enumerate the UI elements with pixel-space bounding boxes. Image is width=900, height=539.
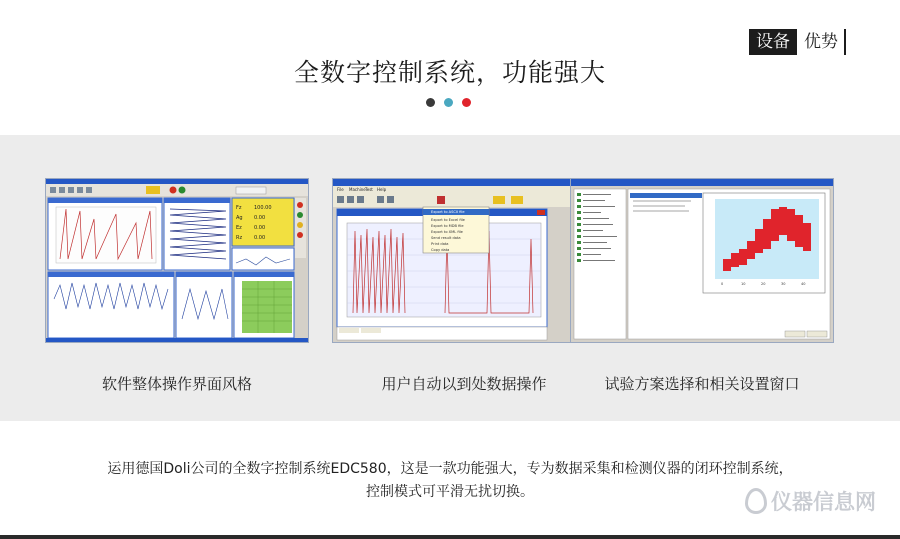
overall-ui-image — [46, 179, 308, 342]
screenshot-overall-ui — [45, 178, 309, 343]
svg-text:Ag: Ag — [236, 215, 243, 221]
svg-text:Fz: Fz — [236, 205, 242, 211]
svg-text:0.00: 0.00 — [254, 215, 266, 221]
screenshot-test-plan — [570, 178, 834, 343]
svg-text:Ez: Ez — [236, 225, 242, 231]
dot-dark — [426, 98, 435, 107]
svg-text:Export to Excel file: Export to Excel file — [431, 218, 465, 222]
badge-light-label: 优势 — [797, 29, 846, 55]
dot-red — [462, 98, 471, 107]
watermark — [745, 486, 876, 516]
svg-text:Rz: Rz — [236, 235, 243, 241]
svg-text:Export to XML file: Export to XML file — [431, 230, 463, 234]
screenshot-data-export — [332, 178, 596, 343]
svg-text:10: 10 — [741, 282, 746, 286]
svg-text:Copy data: Copy data — [431, 248, 450, 252]
caption-data-export: 用户自动以到处数据操作 — [381, 375, 547, 393]
decor-dots — [426, 98, 471, 107]
water-drop-icon — [745, 488, 767, 514]
svg-text:Test: Test — [365, 187, 373, 192]
svg-text:0.00: 0.00 — [254, 235, 266, 241]
badge-dark-label: 设备 — [749, 29, 797, 55]
svg-text:File: File — [337, 187, 344, 192]
svg-text:20: 20 — [761, 282, 766, 286]
svg-text:40: 40 — [801, 282, 806, 286]
bottom-bar — [0, 535, 900, 539]
caption-test-plan: 试验方案选择和相关设置窗口 — [604, 375, 800, 393]
svg-text:0: 0 — [721, 282, 724, 286]
svg-text:30: 30 — [781, 282, 786, 286]
description-line-2: 控制模式可平滑无扰切换。 — [366, 484, 534, 500]
svg-text:100.00: 100.00 — [254, 205, 272, 211]
svg-text:Print data: Print data — [431, 242, 449, 246]
svg-text:Export to ASCII file: Export to ASCII file — [431, 210, 465, 214]
svg-text:Send result data: Send result data — [431, 236, 461, 240]
svg-text:0.00: 0.00 — [254, 225, 266, 231]
svg-text:Export to MDB file: Export to MDB file — [431, 224, 464, 228]
svg-text:Machine: Machine — [349, 187, 366, 192]
description-line-1: 运用德国Doli公司的全数字控制系统EDC580，这是一款功能强大，专为数据采集和检测仪器的闭环控制系统， — [107, 461, 793, 477]
svg-text:Help: Help — [377, 187, 387, 192]
test-plan-image — [571, 179, 833, 342]
page-title: 全数字控制系统，功能强大 — [293, 58, 606, 87]
caption-overall-ui: 软件整体操作界面风格 — [101, 375, 252, 393]
section-badge — [749, 29, 846, 55]
data-export-image — [333, 179, 595, 342]
dot-blue — [444, 98, 453, 107]
watermark-text: 仪器信息网 — [771, 490, 876, 514]
